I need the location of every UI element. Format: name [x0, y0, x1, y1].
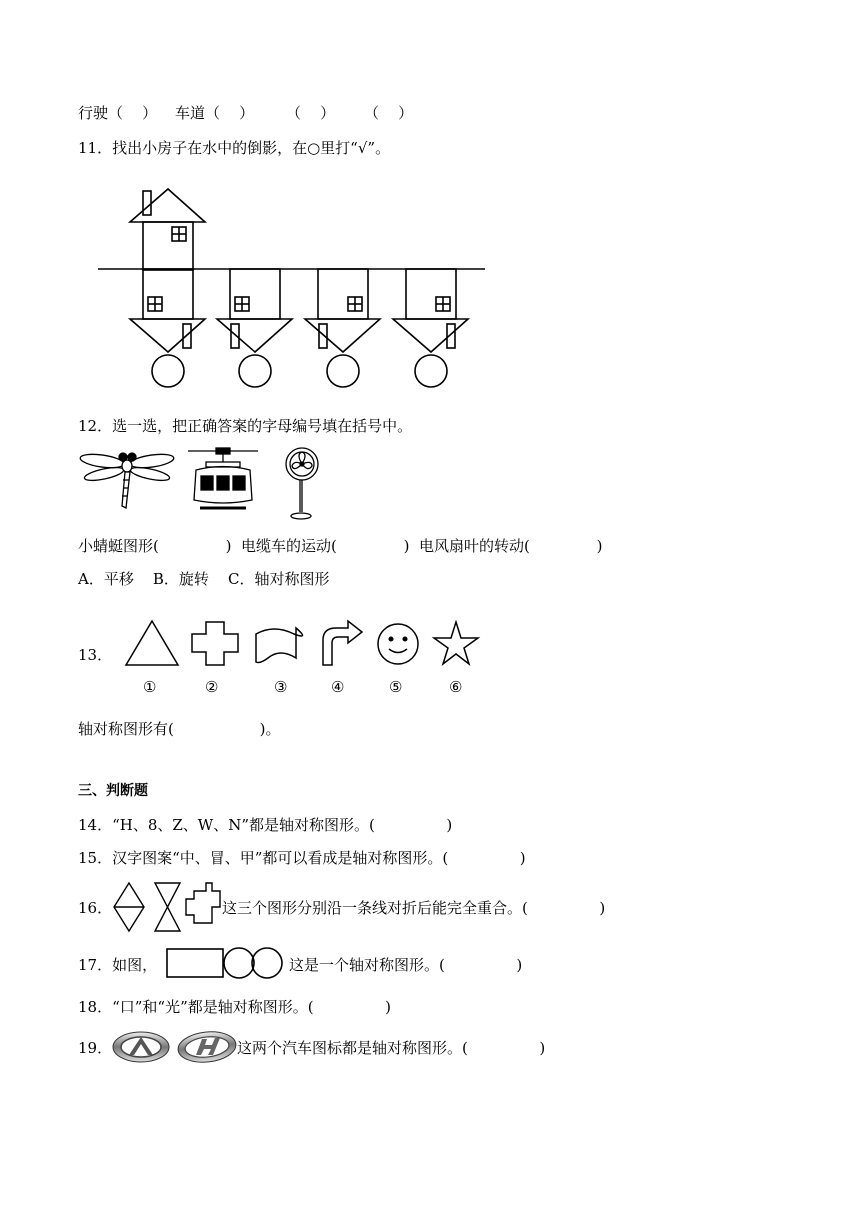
q17-number: 17．如图，	[78, 956, 158, 974]
flag-icon	[256, 628, 303, 663]
hourglass-icon	[155, 883, 180, 931]
section-title: 三、判断题	[78, 783, 148, 799]
smiley-icon	[378, 624, 418, 664]
q13-label-6: ⑥	[449, 678, 463, 696]
top-line-d: （ ）	[364, 104, 414, 122]
q13-answer: 轴对称图形有( )。	[78, 720, 281, 738]
q13-label-5: ⑤	[389, 678, 403, 696]
dragonfly-icon	[80, 448, 176, 510]
cross-icon	[192, 622, 238, 665]
electric-fan-icon	[282, 446, 322, 522]
turn-arrow-icon	[323, 621, 362, 665]
car-logos	[112, 1030, 238, 1066]
q19-number: 19．	[78, 1039, 113, 1057]
q16-number: 16．	[78, 899, 113, 917]
q16-shapes	[112, 881, 224, 933]
q12-options: A．平移 B．旋转 C．轴对称图形	[78, 570, 330, 588]
q17-text: 这是一个轴对称图形。( )	[289, 956, 523, 974]
q13-shapes	[120, 618, 485, 670]
q13-number: 13．	[78, 646, 113, 664]
q15-text: 15．汉字图案“中、冒、甲”都可以看成是轴对称图形。( )	[78, 849, 526, 867]
circle-icon	[224, 948, 254, 978]
cable-car-icon	[186, 446, 260, 514]
q14-text: 14．“H、8、Z、W、N”都是轴对称图形。( )	[78, 816, 453, 834]
house-reflection-figure	[95, 185, 490, 395]
q12-text: 12．选一选，把正确答案的字母编号填在括号中。	[78, 417, 413, 435]
q11-text: 11．找出小房子在水中的倒影，在○里打“√”。	[78, 139, 391, 157]
q13-label-4: ④	[331, 678, 345, 696]
q16-text: 这三个图形分别沿一条线对折后能完全重合。( )	[222, 899, 606, 917]
rectangle-icon	[167, 949, 223, 977]
q19-text: 这两个汽车图标都是轴对称图形。( )	[237, 1039, 546, 1057]
q18-text: 18．“口”和“光”都是轴对称图形。( )	[78, 998, 391, 1016]
top-line-a: 行驶（ ）	[78, 104, 158, 122]
q17-shapes	[165, 946, 285, 982]
q13-label-1: ①	[143, 678, 157, 696]
circle-icon	[252, 948, 282, 978]
top-line-b: 车道（ ）	[175, 104, 255, 122]
top-line-c: （ ）	[286, 104, 336, 122]
changan-logo-icon	[113, 1032, 169, 1062]
q12-blanks: 小蜻蜓图形( ) 电缆车的运动( ) 电风扇叶的转动( )	[78, 537, 603, 555]
star-icon	[434, 622, 478, 664]
q13-label-2: ②	[205, 678, 219, 696]
cross-shape-icon	[186, 883, 220, 923]
q13-label-3: ③	[274, 678, 288, 696]
triangle-icon	[126, 621, 178, 665]
hyundai-logo-icon	[177, 1029, 238, 1065]
